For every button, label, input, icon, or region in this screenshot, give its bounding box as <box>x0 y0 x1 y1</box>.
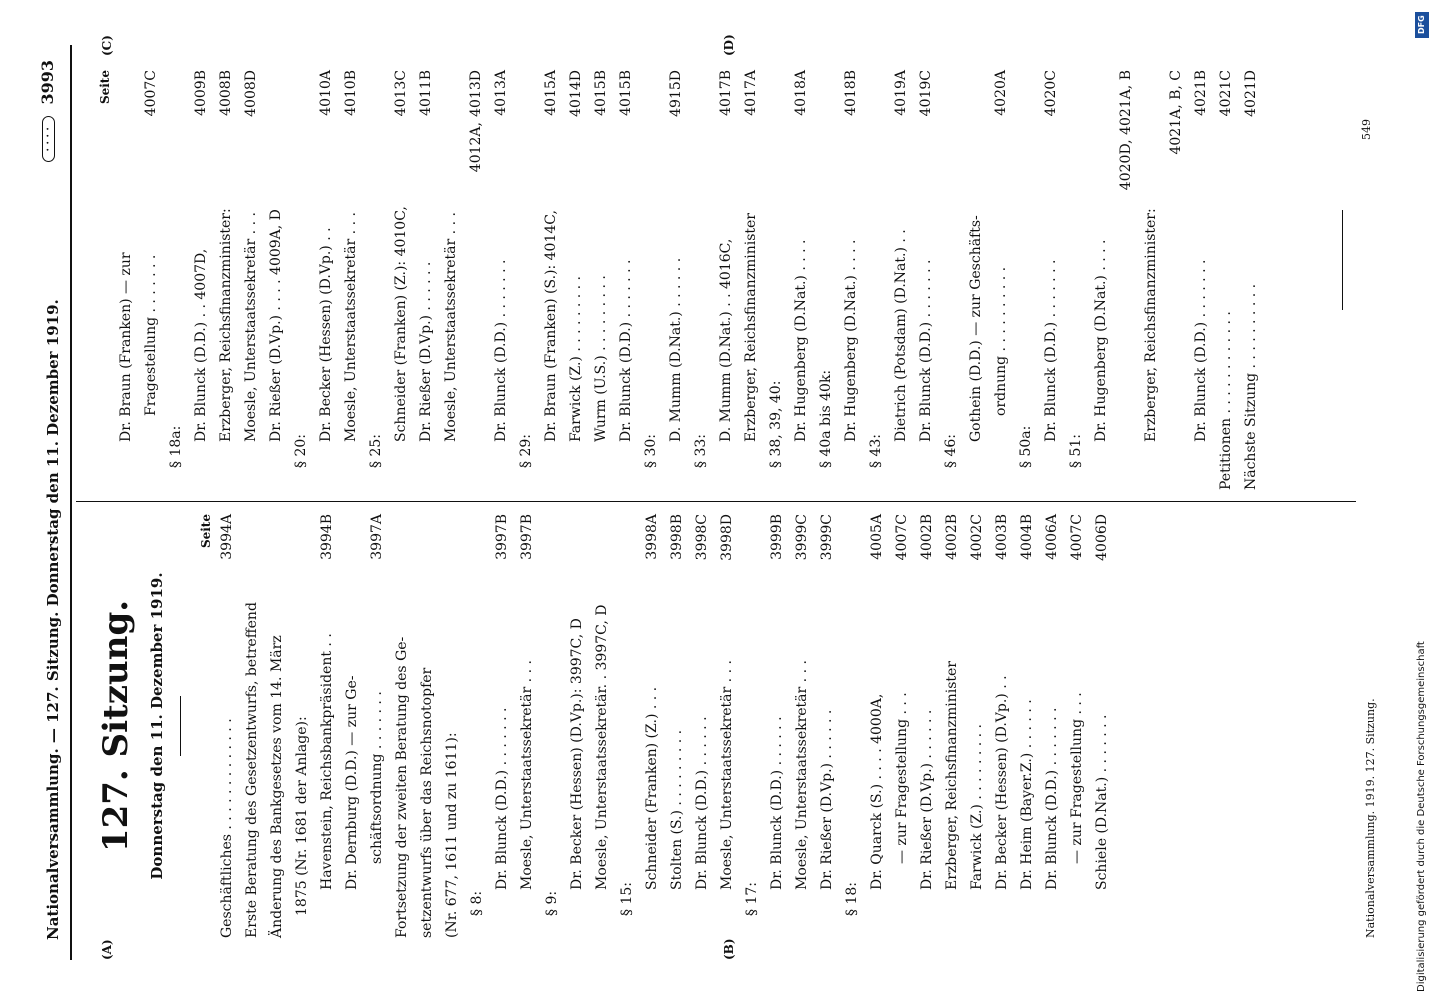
right-column <box>96 70 1264 490</box>
toc-entry <box>940 514 965 938</box>
toc-entry-text: Moesle, Unterstaatssekretär . . . <box>719 660 735 890</box>
toc-entry-page: 4007C <box>143 70 159 117</box>
toc-entry <box>215 514 240 938</box>
toc-entry <box>490 514 515 938</box>
toc-entry-text: Erzberger, Reichsfinanzminister <box>743 212 759 442</box>
toc-entry-text: § 38, 39, 40: <box>768 380 784 468</box>
toc-entry-text: Dr. Blunck (D.D.) . . . . . . <box>694 716 710 890</box>
toc-entry-page: 4002B <box>944 514 960 560</box>
toc-entry-text: Moesle, Unterstaatssekretär . . . <box>519 660 535 890</box>
toc-entry-page: 4019A <box>893 70 909 116</box>
toc-entry-page: 4010B <box>343 70 359 116</box>
toc-entry-page: 4007C <box>1069 514 1085 561</box>
toc-entry-page: 3998D <box>719 514 735 561</box>
toc-entry-text: Dr. Hugenberg (D.Nat.) . . . . <box>793 239 809 442</box>
toc-entry-page: 4017A <box>743 70 759 116</box>
toc-entry-page: 3999B <box>769 514 785 560</box>
margin-mark-d: (D) <box>722 34 736 56</box>
toc-entry-text: Dr. Hugenberg (D.Nat.) . . . . <box>843 239 859 442</box>
toc-entry <box>989 70 1014 490</box>
toc-entry <box>1039 70 1064 490</box>
toc-entry <box>665 514 690 938</box>
toc-entry <box>340 514 365 938</box>
toc-entry-page: 4015A <box>543 70 559 116</box>
margin-mark-c: (C) <box>100 35 114 56</box>
toc-entry-text: D. Mumm (D.Nat.) . . . . . . <box>668 257 684 442</box>
toc-entry-page: 4915D <box>668 70 684 117</box>
toc-entry-text: § 25: <box>368 434 384 468</box>
toc-entry <box>664 70 689 490</box>
toc-entry <box>965 514 990 938</box>
toc-entry-text: Moesle, Unterstaatssekretär . . . <box>794 660 810 890</box>
toc-entry <box>1164 70 1189 490</box>
toc-entry <box>440 514 465 938</box>
toc-entry-text: § 30: <box>643 434 659 468</box>
dfg-credit-text: Digitalisierung gefördert durch die Deutsche Forschungsgemeinschaft <box>1416 641 1427 992</box>
toc-entry <box>589 70 614 490</box>
toc-entry <box>439 70 464 490</box>
toc-entry-page: 4021C <box>1218 70 1234 117</box>
toc-entry-text: Dr. Hugenberg (D.Nat.) . . . . <box>1093 239 1109 442</box>
toc-entry <box>540 514 565 938</box>
toc-entry <box>640 514 665 938</box>
toc-entry <box>1214 70 1239 490</box>
toc-entry-text: Dr. Blunck (D.D.) . . . . . . . <box>493 259 509 442</box>
margin-mark-b: (B) <box>722 938 736 960</box>
toc-entry-page: 4009B <box>193 70 209 116</box>
column-divider <box>76 501 1356 502</box>
toc-entry-page: 4015B <box>618 70 634 116</box>
toc-entry <box>764 70 789 490</box>
running-header <box>38 60 68 940</box>
toc-entry <box>615 514 640 938</box>
toc-entry <box>990 514 1015 938</box>
toc-entry <box>1089 70 1114 490</box>
toc-entry-text: § 18: <box>844 882 860 916</box>
toc-entry-text: Dr. Becker (Hessen) (D.Vp.) . . <box>318 227 334 442</box>
toc-entry <box>240 514 265 938</box>
toc-entry-page: 4002B <box>919 514 935 560</box>
toc-entry-text: 4020D, 4021A, B <box>1118 70 1134 191</box>
toc-entry-page: 4005A <box>869 514 885 560</box>
toc-entry <box>1014 70 1039 490</box>
toc-entry <box>865 514 890 938</box>
toc-entry-text: § 18a: <box>168 425 184 468</box>
toc-entry <box>964 70 989 490</box>
toc-entry <box>790 514 815 938</box>
toc-entry <box>339 70 364 490</box>
toc-entry-page: 4013D <box>468 70 484 117</box>
toc-entry <box>364 70 389 490</box>
toc-entry-page: 4010A <box>318 70 334 116</box>
toc-entry-text: Dr. Blunck (D.D.) . . . . . . . <box>918 259 934 442</box>
toc-entry-page: 4021D <box>1243 70 1259 117</box>
toc-entry-page: 4017B <box>718 70 734 116</box>
toc-entry <box>514 70 539 490</box>
session-rule <box>180 696 181 756</box>
toc-entry <box>1239 70 1264 490</box>
toc-entry-text: Schneider (Franken) (Z.) . . . <box>644 686 660 890</box>
toc-entry-text: Dr. Blunck (D.D.) . . . . . . . <box>1193 259 1209 442</box>
seite-label-right: Seite <box>98 70 112 105</box>
toc-entry <box>1065 514 1090 938</box>
toc-entry-page: 4020C <box>1043 70 1059 117</box>
toc-entry <box>789 70 814 490</box>
toc-entry <box>389 70 414 490</box>
toc-entry-page: 4004B <box>1019 514 1035 560</box>
toc-entry-text: Dr. Blunck (D.D.) . . . . . . . <box>618 259 634 442</box>
toc-entry-text: Dr. Blunck (D.D.) . . 4007D, <box>193 248 209 442</box>
toc-entry-text: Dr. Rießer (D.Vp.) . . . . 4009A, D <box>268 209 284 442</box>
toc-entry-page: 4013A <box>493 70 509 116</box>
toc-entry-text: Dr. Blunck (D.D.) . . . . . . . <box>494 707 510 890</box>
toc-entry-text: Dr. Becker (Hessen) (D.Vp.) . . <box>994 675 1010 890</box>
toc-entry <box>914 70 939 490</box>
toc-entry-text: § 29: <box>518 434 534 468</box>
toc-entry <box>139 70 164 490</box>
header-page-number <box>38 60 57 168</box>
toc-entry-page: 4003B <box>994 514 1010 560</box>
footer-rule <box>1342 210 1343 310</box>
toc-entry-page: 3997B <box>494 514 510 560</box>
toc-entry-page: 4011B <box>418 70 434 116</box>
toc-entry-page: 4013C <box>393 70 409 117</box>
toc-entry-text: § 15: <box>619 882 635 916</box>
toc-entry-text: § 33: <box>693 434 709 468</box>
toc-entry <box>464 70 489 490</box>
toc-entry-text: Wurm (U.S.) . . . . . . . . . <box>593 275 609 442</box>
toc-entry-page: 4021B <box>1193 70 1209 116</box>
toc-entry-text: § 17: <box>744 882 760 916</box>
toc-entry-text: § 50a: <box>1018 425 1034 468</box>
toc-entry-text: § 46: <box>943 434 959 468</box>
seite-label: Seite <box>199 514 213 549</box>
toc-entry <box>689 70 714 490</box>
toc-entry-text: Geschäftliches . . . . . . . . . . . . . <box>219 718 235 938</box>
toc-entry-page: 4006D <box>1094 514 1110 561</box>
toc-entry-text: 4021A, B, C <box>1168 70 1184 155</box>
toc-entry <box>1064 70 1089 490</box>
toc-entry-page: 3998A <box>644 514 660 560</box>
toc-entry-text: Havenstein, Reichsbankpräsident . . <box>319 633 335 890</box>
toc-entry-page: 4008D <box>243 70 259 117</box>
toc-entry-text: 4012A, <box>468 122 484 173</box>
toc-entry <box>264 70 289 490</box>
toc-entry-text: Erzberger, Reichsfinanzminister: <box>218 208 234 442</box>
toc-entry <box>815 514 840 938</box>
toc-entry-page: 4002C <box>969 514 985 561</box>
toc-entry-text: Dr. Rießer (D.Vp.) . . . . . . <box>418 261 434 442</box>
toc-entry-page: 4007C <box>894 514 910 561</box>
dfg-logo: DFG <box>1415 12 1429 38</box>
page-number: 3993 <box>38 60 57 105</box>
toc-entry <box>515 514 540 938</box>
session-date: Donnerstag den 11. Dezember 1919. <box>148 572 166 880</box>
toc-entry <box>214 70 239 490</box>
footer-left: Nationalversammlung. 1919. 127. Sitzung. <box>1364 698 1377 938</box>
toc-entry <box>614 70 639 490</box>
margin-mark-a: (A) <box>100 939 114 960</box>
toc-entry <box>539 70 564 490</box>
toc-entry <box>114 70 139 490</box>
toc-entry <box>739 70 764 490</box>
toc-entry-page: 4018B <box>843 70 859 116</box>
toc-entry-text: Moesle, Unterstaatssekretär. . 3997C, D <box>594 604 610 890</box>
toc-entry-page: 4008B <box>218 70 234 116</box>
toc-entry-text: § 8: <box>469 890 485 916</box>
toc-entry-text: Dr. Blunck (D.D.) . . . . . . . <box>1043 259 1059 442</box>
toc-entry-text: Dr. Becker (Hessen) (D.Vp.): 3997C, D <box>569 618 585 890</box>
toc-entry-text: Erzberger, Reichsfinanzminister: <box>1143 208 1159 442</box>
toc-entry-page: 4018A <box>793 70 809 116</box>
toc-entry <box>1114 70 1139 490</box>
toc-entry-page: 3999C <box>794 514 810 561</box>
toc-entry <box>1090 514 1115 938</box>
toc-entry-text: 1875 (Nr. 1681 der Anlage): <box>294 716 310 916</box>
toc-entry <box>489 70 514 490</box>
toc-entry <box>289 70 314 490</box>
toc-entry <box>915 514 940 938</box>
toc-entry-text: Dr. Rießer (D.Vp.) . . . . . . <box>919 709 935 890</box>
toc-entry-text: Petitionen . . . . . . . . . . . . <box>1218 311 1234 490</box>
page-stamp: · · · · <box>42 116 55 162</box>
toc-entry <box>415 514 440 938</box>
toc-entry-page: 3994B <box>319 514 335 560</box>
toc-entry <box>1189 70 1214 490</box>
toc-entry-text: — zur Fragestellung . . . <box>894 692 910 864</box>
toc-entry <box>715 514 740 938</box>
toc-entry-text: Nächste Sitzung . . . . . . . . . . <box>1243 283 1259 490</box>
toc-entry-text: D. Mumm (D.Nat.) . . 4016C, <box>718 238 734 442</box>
toc-entry <box>840 514 865 938</box>
toc-entry-text: § 51: <box>1068 434 1084 468</box>
toc-entry <box>814 70 839 490</box>
toc-entry <box>639 70 664 490</box>
toc-entry <box>864 70 889 490</box>
toc-entry <box>690 514 715 938</box>
toc-entry-text: Stolten (S.) . . . . . . . . . <box>669 729 685 890</box>
toc-entry-text: Erzberger, Reichsfinanzminister <box>944 660 960 890</box>
left-column <box>90 514 1115 938</box>
toc-entry-text: Dr. Blunck (D.D.) . . . . . . <box>769 716 785 890</box>
header-rule <box>70 45 72 960</box>
left-toc-entries <box>215 514 1115 938</box>
toc-entry <box>314 70 339 490</box>
toc-entry <box>164 70 189 490</box>
toc-entry <box>414 70 439 490</box>
toc-entry-page: 3994A <box>219 514 235 560</box>
toc-entry <box>590 514 615 938</box>
toc-entry-page: 3997B <box>519 514 535 560</box>
toc-entry-text: Dr. Braun (Franken) — zur <box>118 252 134 442</box>
toc-entry <box>239 70 264 490</box>
toc-entry-text: Dr. Blunck (D.D.) . . . . . . . <box>1044 707 1060 890</box>
toc-entry-text: Fragestellung . . . . . . . <box>143 254 159 416</box>
toc-entry <box>889 70 914 490</box>
toc-entry <box>714 70 739 490</box>
toc-entry-page: 4020A <box>993 70 1009 116</box>
toc-entry <box>765 514 790 938</box>
toc-entry-text: Dr. Dernburg (D.D.) — zur Ge- <box>344 675 360 890</box>
toc-entry <box>390 514 415 938</box>
toc-entry-text: Änderung des Bankgesetzes vom 14. März <box>269 635 285 938</box>
toc-entry-text: Erste Beratung des Gesetzentwurfs, betreffend <box>244 602 260 938</box>
toc-entry-text: Moesle, Unterstaatssekretär . . . <box>243 212 259 442</box>
toc-entry-page: 4006A <box>1044 514 1060 560</box>
toc-entry-text: § 40a bis 40k: <box>818 369 834 468</box>
toc-entry <box>365 514 390 938</box>
toc-entry <box>290 514 315 938</box>
toc-entry-text: ordnung . . . . . . . . . . <box>993 266 1009 416</box>
toc-entry-text: Dr. Rießer (D.Vp.) . . . . . . <box>819 709 835 890</box>
toc-entry <box>565 514 590 938</box>
right-toc-entries <box>114 70 1264 490</box>
toc-entry-text: Gothein (D.D.) — zur Geschäfts- <box>968 215 984 442</box>
toc-entry-text: schäftsordnung . . . . . . . <box>369 691 385 864</box>
toc-entry-text: § 9: <box>544 890 560 916</box>
toc-entry <box>839 70 864 490</box>
toc-entry-text: Dr. Braun (Franken) (S.): 4014C, <box>543 210 559 442</box>
toc-entry-text: § 20: <box>293 434 309 468</box>
toc-entry <box>1139 70 1164 490</box>
toc-entry-text: Schiele (D.Nat.) . . . . . . . <box>1094 714 1110 890</box>
toc-entry <box>465 514 490 938</box>
footer-page-number: 549 <box>1360 119 1373 140</box>
toc-entry <box>315 514 340 938</box>
toc-entry-text: Dietrich (Potsdam) (D.Nat.) . . <box>893 229 909 442</box>
toc-entry <box>890 514 915 938</box>
toc-entry <box>939 70 964 490</box>
toc-entry-text: Moesle, Unterstaatssekretär . . . <box>343 212 359 442</box>
toc-entry-text: Dr. Heim (Bayer.Z.) . . . . . . <box>1019 699 1035 890</box>
toc-entry-text: Fortsetzung der zweiten Beratung des Ge- <box>394 636 410 938</box>
toc-entry-page: 3997A <box>369 514 385 560</box>
session-title: 127. Sitzung. <box>96 599 136 853</box>
toc-entry <box>189 70 214 490</box>
toc-entry-page: 4019C <box>918 70 934 117</box>
toc-entry-page: 3999C <box>819 514 835 561</box>
toc-entry-page: 3998C <box>694 514 710 561</box>
toc-entry-text: Dr. Quarck (S.) . . . . 4000A, <box>869 693 885 890</box>
toc-entry <box>1040 514 1065 938</box>
toc-entry <box>564 70 589 490</box>
toc-entry-page: 4015B <box>593 70 609 116</box>
header-title: Nationalversammlung. — 127. Sitzung. Donnerstag den 11. Dezember 1919. <box>44 299 62 940</box>
toc-entry-text: Schneider (Franken) (Z.): 4010C, <box>393 206 409 442</box>
toc-entry-page: 4014D <box>568 70 584 117</box>
toc-entry-text: Moesle, Unterstaatssekretär . . . <box>443 212 459 442</box>
dfg-watermark <box>1414 8 1430 992</box>
toc-entry <box>265 514 290 938</box>
toc-entry <box>740 514 765 938</box>
toc-entry-text: setzentwurfs über das Reichsnotopfer <box>419 667 435 938</box>
toc-entry <box>1015 514 1040 938</box>
toc-entry-page: 3998B <box>669 514 685 560</box>
toc-entry-text: Farwick (Z.) . . . . . . . . . <box>568 276 584 442</box>
toc-entry-text: — zur Fragestellung . . . <box>1069 692 1085 864</box>
toc-entry-text: § 43: <box>868 434 884 468</box>
toc-entry-text: (Nr. 677, 1611 und zu 1611): <box>444 732 460 938</box>
toc-entry-text: Farwick (Z.) . . . . . . . . . <box>969 724 985 890</box>
